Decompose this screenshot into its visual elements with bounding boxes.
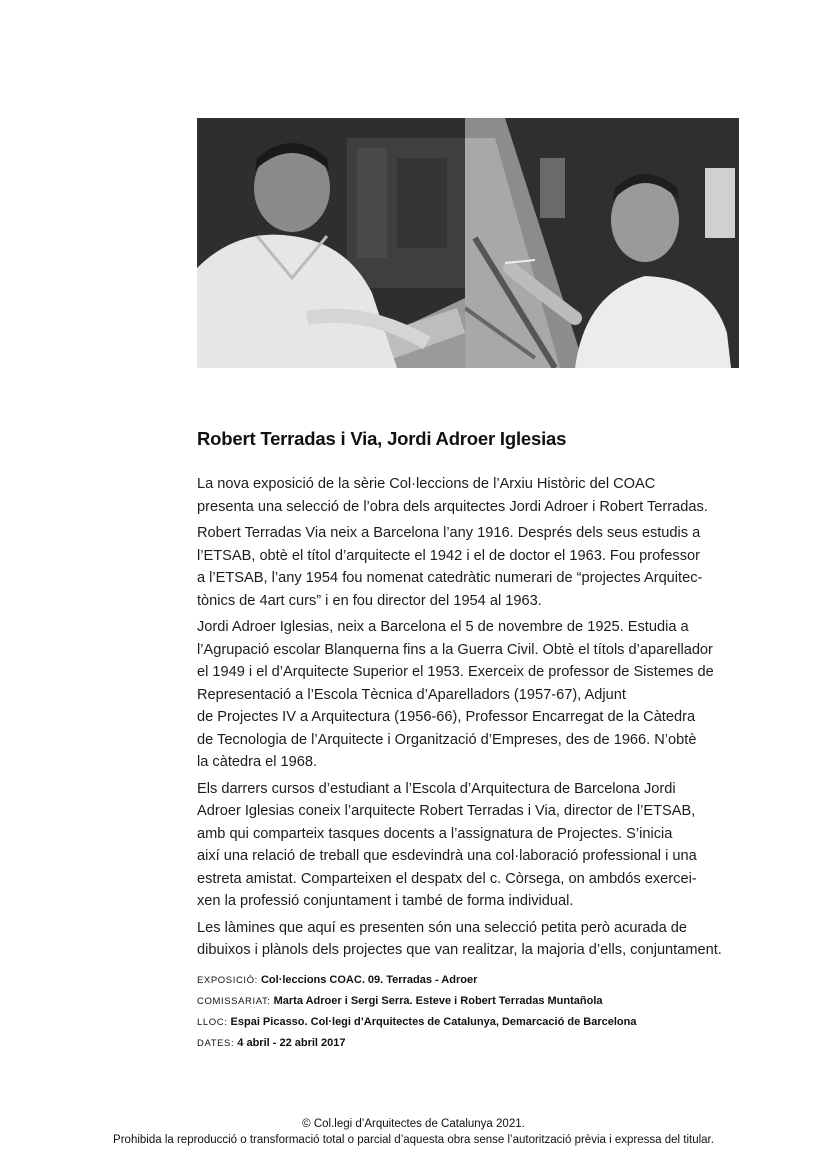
credit-exhibition — [197, 970, 757, 991]
paragraph-terradas — [197, 522, 757, 612]
credit-label: LLOC: — [197, 1017, 228, 1028]
text-line: Jordi Adroer Iglesias, neix a Barcelona el 5 de novembre de 1925. Estudia a — [197, 619, 689, 635]
text-line: de Tecnologia de l’Arquitecte i Organització d’Empreses, des de 1966. N’obtè — [197, 731, 697, 748]
paragraph-adroer — [197, 616, 757, 774]
body-text — [197, 473, 757, 966]
photo-right-illustration — [465, 118, 739, 368]
text-line: amb qui comparteix tasques docents a l’assignatura de Projectes. S’inicia — [197, 825, 673, 842]
text-line: l’Agrupació escolar Blanquerna fins a la Guerra Civil. Obtè el títols d’aparellador — [197, 641, 713, 658]
paragraph-intro — [197, 473, 757, 518]
portrait-photos — [197, 118, 739, 368]
text-line: el 1949 i el d’Arquitecte Superior el 1953. Exerceix de professor de Sistemes de — [197, 664, 714, 680]
text-line: a l’ETSAB, l’any 1954 fou nomenat catedràtic numerari de “projectes Arquitec- — [197, 570, 703, 586]
page-title: Robert Terradas i Via, Jordi Adroer Iglesias — [197, 428, 567, 449]
credit-venue — [197, 1012, 757, 1033]
text-line: Robert Terradas Via neix a Barcelona l’any 1916. Després dels seus estudis a — [197, 525, 701, 541]
credit-label: DATES: — [197, 1038, 235, 1049]
copyright-footer — [0, 1116, 827, 1148]
text-line: Adroer Iglesias coneix l’arquitecte Robert Terradas i Via, director de l’ETSAB, — [197, 803, 696, 819]
text-line: Les làmines que aquí es presenten són una selecció petita però acurada de — [197, 919, 688, 936]
credit-label: COMISSARIAT: — [197, 996, 271, 1007]
reproduction-notice: Prohibida la reproducció o transformació total o parcial d’aquesta obra sense l’autorització prèvia i expressa del titular. — [113, 1134, 714, 1146]
credit-label: EXPOSICIÓ: — [197, 975, 258, 986]
photo-left-illustration — [197, 118, 465, 368]
text-line: així una relació de treball que esdevindrà una col·laboració professional i una — [197, 848, 697, 864]
text-line: Els darrers cursos d’estudiant a l’Escola d’Arquitectura de Barcelona Jordi — [197, 780, 676, 797]
text-line: estreta amistat. Comparteixen el despatx del c. Còrsega, on ambdós exercei- — [197, 870, 697, 887]
photo-robert-terradas — [197, 118, 465, 368]
text-line: tònics de 4art curs” i en fou director del 1954 al 1963. — [197, 592, 542, 609]
exhibition-credits — [197, 970, 757, 1054]
text-line: l’ETSAB, obtè el títol d’arquitecte el 1942 i el de doctor el 1963. Fou professor — [197, 547, 700, 564]
credit-value: Col·leccions COAC. 09. Terradas - Adroer — [260, 974, 478, 986]
text-line: la càtedra el 1968. — [197, 754, 318, 770]
copyright-line: © Col.legi d’Arquitectes de Catalunya 2021. — [302, 1118, 525, 1130]
photo-jordi-adroer — [465, 118, 739, 368]
credit-value: 4 abril - 22 abril 2017 — [237, 1037, 346, 1049]
text-line: dibuixos i plànols dels projectes que van realitzar, la majoria d’ells, conjuntament. — [197, 942, 722, 958]
credit-value: Marta Adroer i Sergi Serra. Esteve i Robert Terradas Muntañola — [273, 995, 603, 1007]
credit-dates — [197, 1033, 757, 1054]
text-line: de Projectes IV a Arquitectura (1956-66), Professor Encarregat de la Càtedra — [197, 709, 696, 725]
paragraph-collaboration — [197, 778, 757, 913]
paragraph-sheets — [197, 917, 757, 962]
credit-curators — [197, 991, 757, 1012]
text-line: Representació a l’Escola Tècnica d’Aparelladors (1957-67), Adjunt — [197, 686, 626, 703]
credit-value: Espai Picasso. Col·legi d’Arquitectes de Catalunya, Demarcació de Barcelona — [230, 1016, 637, 1028]
text-line: xen la professió conjuntament i també de forma individual. — [197, 893, 574, 909]
text-line: La nova exposició de la sèrie Col·leccions de l’Arxiu Històric del COAC — [197, 476, 656, 492]
text-line: presenta una selecció de l’obra dels arquitectes Jordi Adroer i Robert Terradas. — [197, 498, 708, 515]
